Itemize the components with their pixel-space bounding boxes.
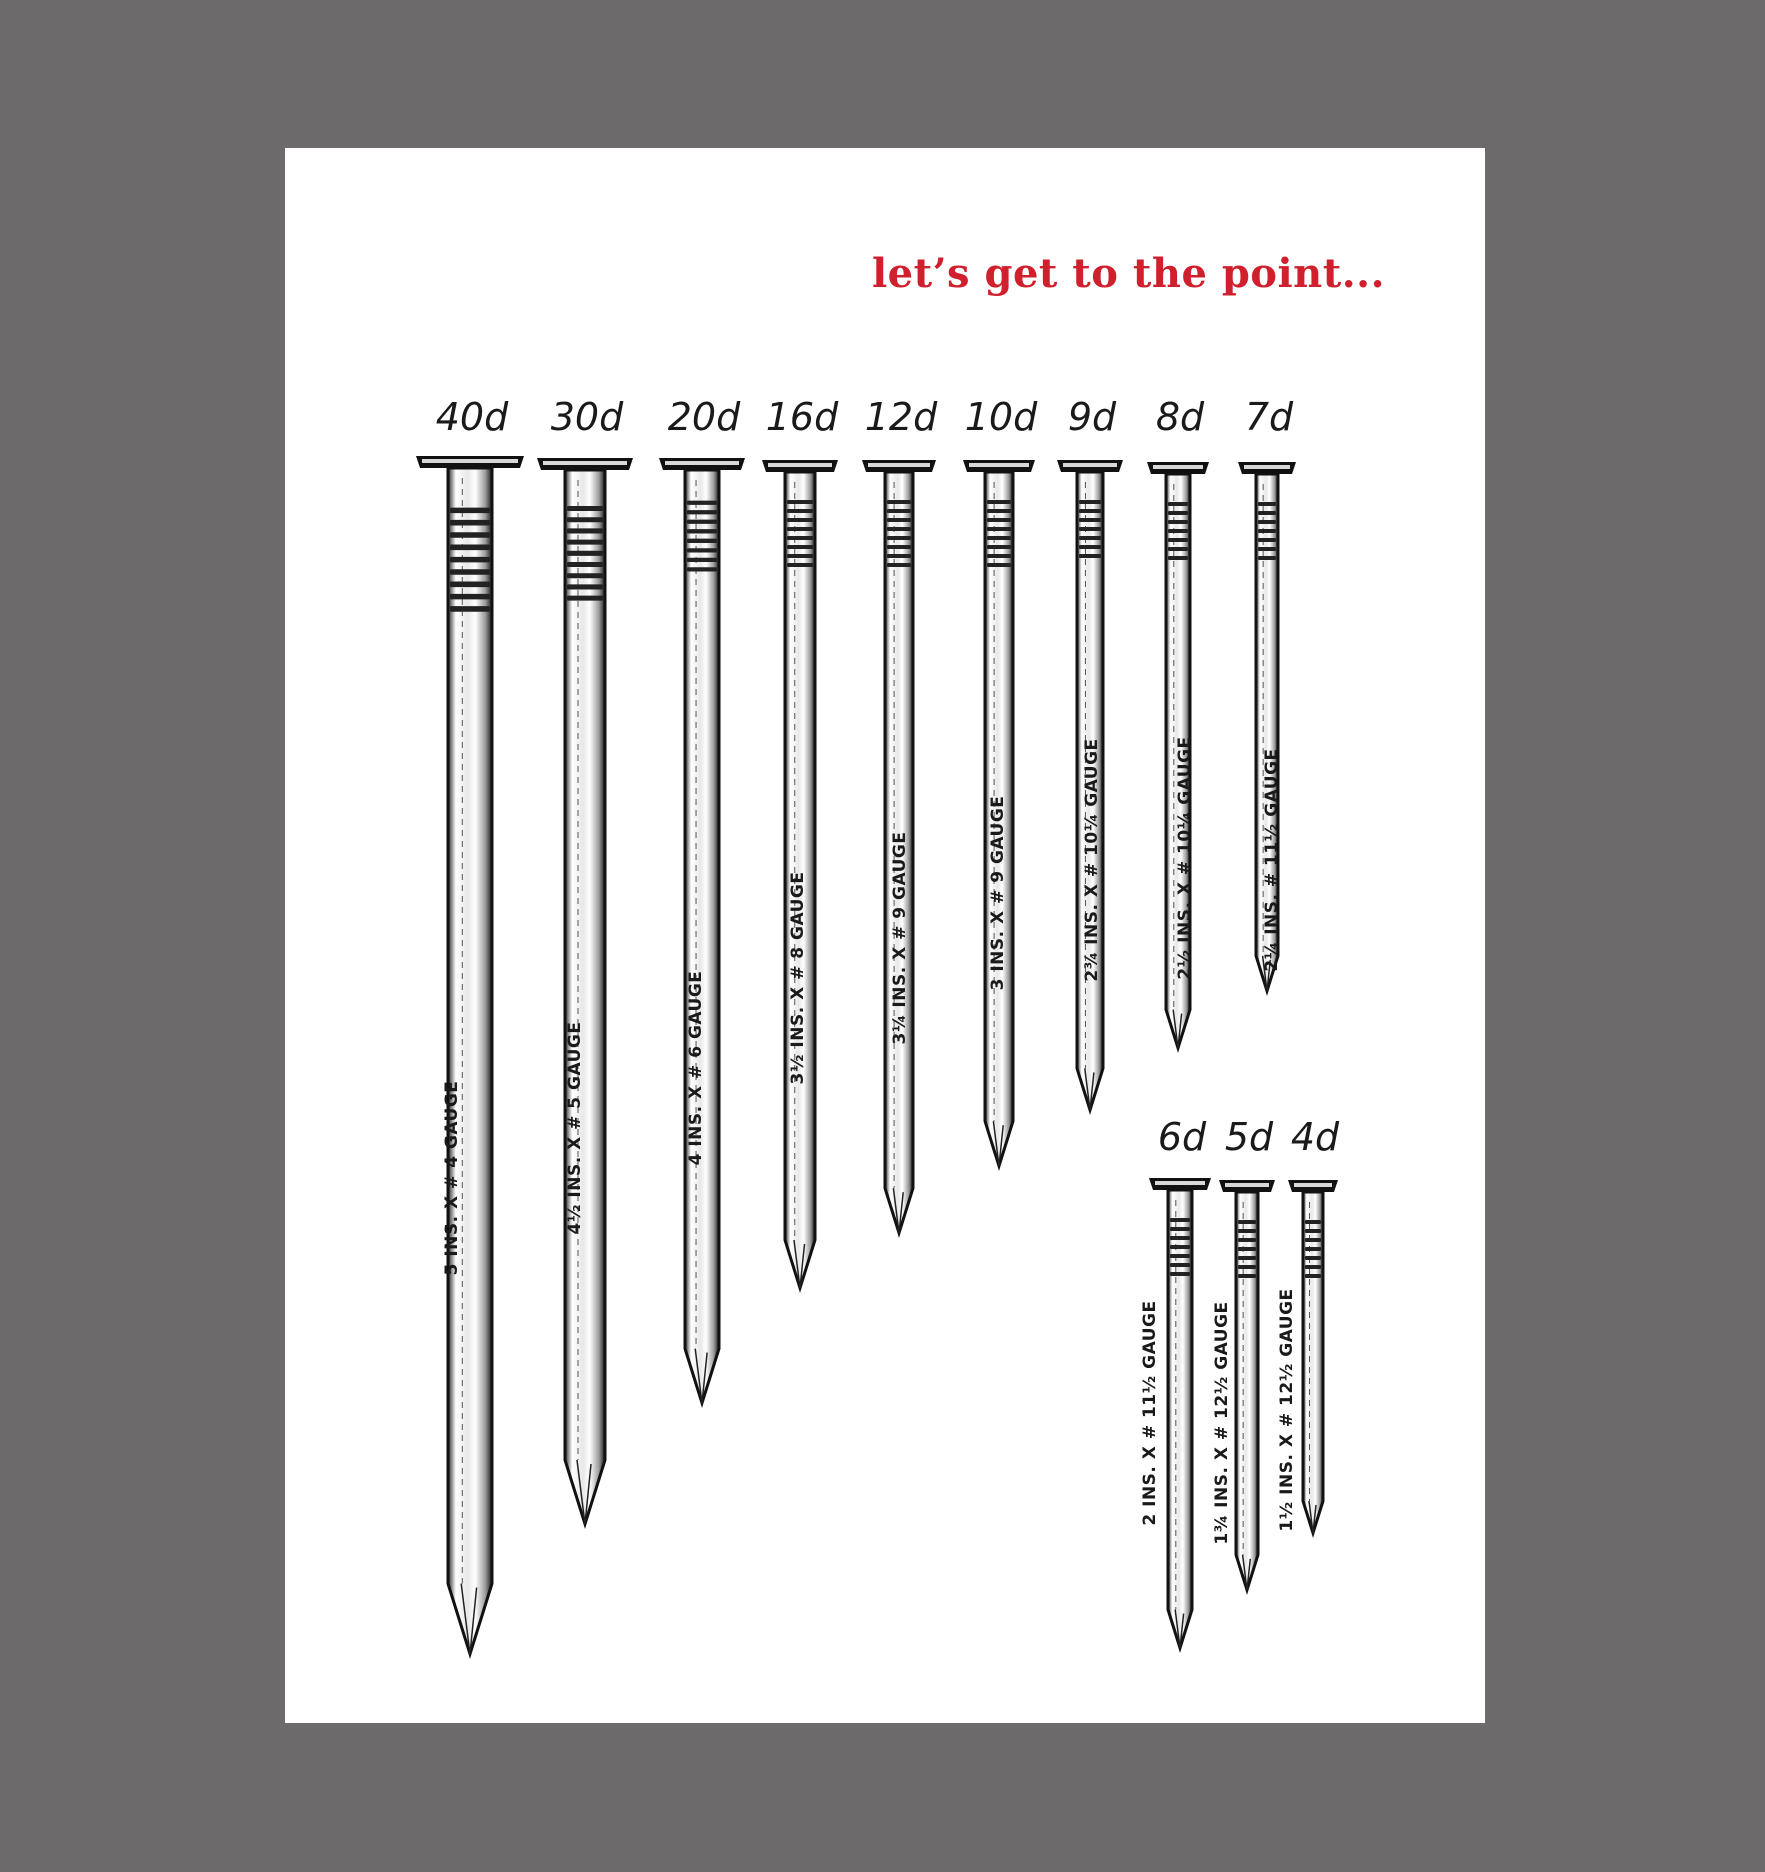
grip-ring (687, 501, 717, 505)
grip-ring (1305, 1274, 1321, 1278)
grip-ring (1170, 1218, 1190, 1222)
grip-ring (1170, 1245, 1190, 1249)
grip-ring (1079, 554, 1101, 558)
nail-shaft (685, 470, 719, 1403)
grip-ring (887, 500, 911, 504)
spec-label-4d: 1½ INS. X # 12½ GAUGE (1277, 1288, 1297, 1532)
grip-ring (787, 563, 813, 567)
grip-ring (1170, 1236, 1190, 1240)
spec-label-8d: 2½ INS. X # 10¼ GAUGE (1175, 736, 1195, 980)
grip-ring (1170, 1263, 1190, 1267)
nail-shaft (1303, 1192, 1323, 1533)
size-label-12d: 12d (864, 395, 938, 439)
grip-ring (987, 527, 1011, 531)
grip-ring (987, 545, 1011, 549)
grip-ring (1258, 502, 1276, 506)
grip-ring (567, 573, 603, 578)
nail-16d (762, 395, 839, 1288)
nail-5d (1212, 1115, 1275, 1590)
grip-ring (687, 520, 717, 524)
grip-ring (1170, 1227, 1190, 1231)
headline: let’s get to the point... (871, 250, 1385, 297)
grip-ring (1305, 1229, 1321, 1233)
grip-ring (1238, 1247, 1256, 1251)
grip-ring (567, 528, 603, 533)
nail-illustration (285, 148, 1485, 1723)
nail-head-highlight (768, 463, 832, 467)
grip-ring (887, 509, 911, 513)
grip-ring (787, 509, 813, 513)
nail-8d (1147, 395, 1209, 1048)
size-label-40d: 40d (435, 395, 509, 439)
grip-ring (1079, 518, 1101, 522)
grip-ring (567, 540, 603, 545)
grip-ring (887, 536, 911, 540)
grip-ring (887, 518, 911, 522)
grip-ring (1168, 529, 1188, 533)
size-label-7d: 7d (1244, 395, 1294, 439)
spec-label-40d: 5 INS. X # 4 GAUGE (442, 1080, 462, 1276)
nail-head-highlight (422, 459, 518, 463)
nail-shaft (1236, 1192, 1258, 1590)
grip-ring (687, 510, 717, 514)
nail-head-highlight (543, 461, 627, 465)
spec-label-7d: 2¼ INS. # 11½ GAUGE (1262, 748, 1282, 972)
grip-ring (987, 554, 1011, 558)
nail-head-highlight (665, 461, 739, 465)
spec-label-10d: 3 INS. X # 9 GAUGE (988, 795, 1008, 991)
grip-ring (1079, 545, 1101, 549)
grip-ring (1305, 1220, 1321, 1224)
size-label-8d: 8d (1155, 395, 1205, 439)
grip-ring (450, 582, 490, 588)
nail-7d (1238, 395, 1296, 991)
nail-head-highlight (1063, 463, 1117, 467)
grip-ring (1168, 547, 1188, 551)
size-label-6d: 6d (1157, 1115, 1207, 1159)
nail-head-highlight (1294, 1183, 1332, 1187)
grip-ring (887, 554, 911, 558)
nail-20d (659, 395, 745, 1403)
grip-ring (987, 518, 1011, 522)
grip-ring (887, 545, 911, 549)
nail-40d (416, 395, 524, 1654)
grip-ring (567, 506, 603, 511)
grip-ring (1079, 536, 1101, 540)
nail-head-highlight (969, 463, 1029, 467)
size-label-10d: 10d (964, 395, 1038, 439)
grip-ring (1238, 1220, 1256, 1224)
grip-ring (787, 545, 813, 549)
size-label-20d: 20d (667, 395, 741, 439)
nail-30d (537, 395, 633, 1524)
size-label-5d: 5d (1224, 1115, 1274, 1159)
grip-ring (1079, 527, 1101, 531)
grip-ring (1305, 1247, 1321, 1251)
nail-shaft (1168, 1190, 1192, 1648)
grip-ring (787, 536, 813, 540)
grip-ring (567, 596, 603, 601)
grip-ring (687, 548, 717, 552)
grip-ring (1238, 1256, 1256, 1260)
grip-ring (567, 584, 603, 589)
grip-ring (1305, 1265, 1321, 1269)
grip-ring (1168, 511, 1188, 515)
grip-ring (987, 563, 1011, 567)
grip-ring (887, 563, 911, 567)
grip-ring (1168, 538, 1188, 542)
grip-ring (567, 551, 603, 556)
grip-ring (687, 558, 717, 562)
grip-ring (1168, 556, 1188, 560)
nail-12d (862, 395, 938, 1233)
grip-ring (1238, 1229, 1256, 1233)
grip-ring (1305, 1238, 1321, 1242)
nail-head-highlight (868, 463, 930, 467)
grip-ring (687, 539, 717, 543)
spec-label-30d: 4½ INS. X # 5 GAUGE (565, 1021, 585, 1235)
size-label-30d: 30d (550, 395, 624, 439)
grip-ring (787, 518, 813, 522)
nail-6d (1140, 1115, 1211, 1648)
grip-ring (450, 508, 490, 514)
nail-4d (1277, 1115, 1340, 1533)
grip-ring (567, 517, 603, 522)
grip-ring (450, 520, 490, 526)
grip-ring (450, 569, 490, 575)
grip-ring (1238, 1274, 1256, 1278)
grip-ring (787, 554, 813, 558)
nail-shaft (448, 468, 492, 1654)
nail-9d (1057, 395, 1123, 1110)
grip-ring (887, 527, 911, 531)
grip-ring (450, 606, 490, 612)
spec-label-12d: 3¼ INS. X # 9 GAUGE (890, 831, 910, 1045)
grip-ring (987, 500, 1011, 504)
grip-ring (1258, 547, 1276, 551)
grip-ring (450, 594, 490, 600)
grip-ring (450, 532, 490, 538)
grip-ring (1079, 500, 1101, 504)
grip-ring (1238, 1265, 1256, 1269)
grip-ring (987, 536, 1011, 540)
nail-shaft (565, 470, 605, 1524)
grip-ring (1258, 538, 1276, 542)
grip-ring (1170, 1272, 1190, 1276)
grip-ring (787, 500, 813, 504)
spec-label-9d: 2¾ INS. X # 10¼ GAUGE (1082, 738, 1102, 982)
page (285, 148, 1485, 1723)
grip-ring (567, 562, 603, 567)
grip-ring (1168, 520, 1188, 524)
size-label-4d: 4d (1290, 1115, 1340, 1159)
nail-head-highlight (1225, 1183, 1269, 1187)
grip-ring (1258, 511, 1276, 515)
grip-ring (687, 529, 717, 533)
nail-10d (963, 395, 1038, 1166)
grip-ring (1238, 1238, 1256, 1242)
grip-ring (1168, 502, 1188, 506)
grip-ring (1258, 520, 1276, 524)
size-label-9d: 9d (1067, 395, 1117, 439)
grip-ring (687, 567, 717, 571)
spec-label-16d: 3½ INS. X # 8 GAUGE (788, 871, 808, 1085)
grip-ring (1170, 1254, 1190, 1258)
spec-label-20d: 4 INS. X # 6 GAUGE (686, 970, 706, 1166)
size-label-16d: 16d (765, 395, 839, 439)
grip-ring (987, 509, 1011, 513)
grip-ring (1258, 556, 1276, 560)
nail-head-highlight (1153, 465, 1203, 469)
grip-ring (1079, 509, 1101, 513)
grip-ring (1305, 1256, 1321, 1260)
spec-label-6d: 2 INS. X # 11½ GAUGE (1140, 1300, 1160, 1526)
nail-head-highlight (1155, 1181, 1205, 1185)
grip-ring (787, 527, 813, 531)
nail-head-highlight (1244, 465, 1290, 469)
grip-ring (450, 557, 490, 563)
spec-label-5d: 1¾ INS. X # 12½ GAUGE (1212, 1301, 1232, 1545)
grip-ring (450, 545, 490, 551)
grip-ring (1258, 529, 1276, 533)
